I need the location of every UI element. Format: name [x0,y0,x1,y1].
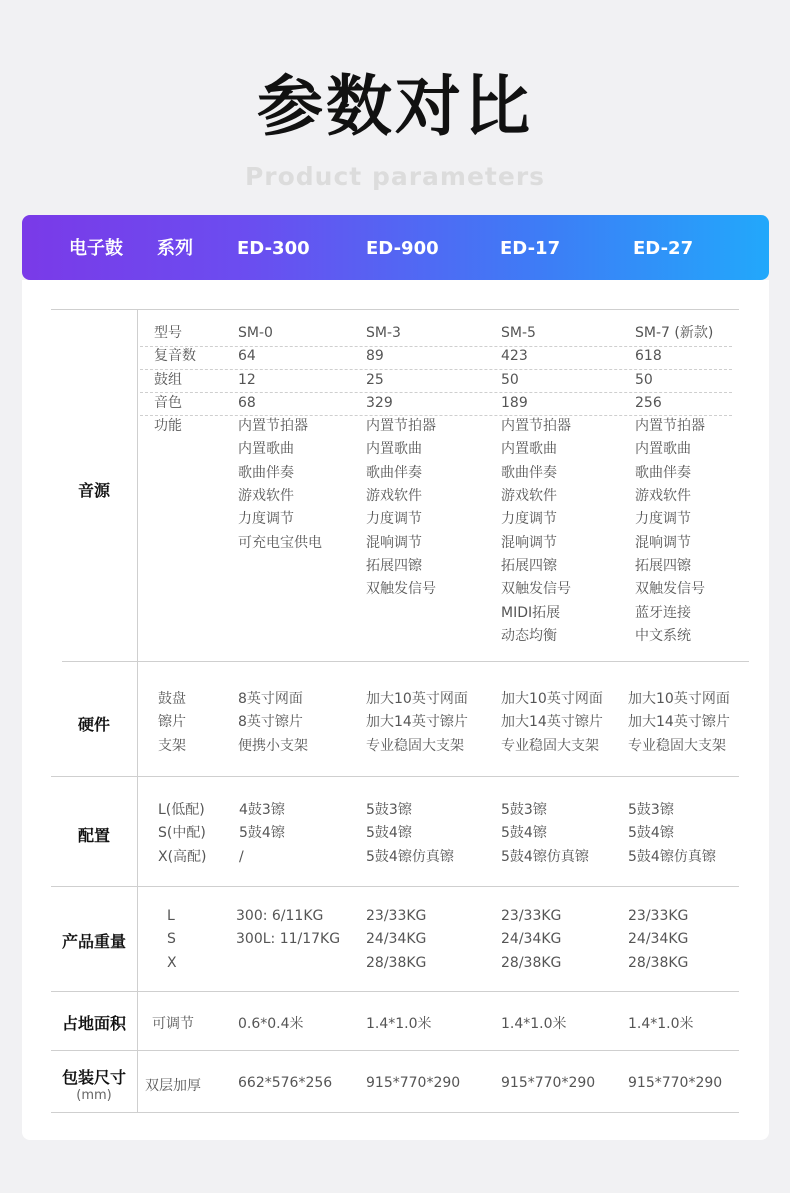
function-item: 双触发信号 [635,581,705,598]
label-weight-l: L [167,908,175,924]
function-item: 内置歌曲 [501,441,557,458]
hardware-ed300 [238,688,308,758]
spec-value: SM-0 [238,325,273,341]
function-item: 内置节拍器 [635,418,705,435]
config-value: 5鼓4镲仿真镲 [628,848,716,865]
function-item: 动态均衡 [501,627,557,644]
section-divider [62,661,749,662]
spec-value: SM-5 [501,325,536,341]
hardware-value: 8英寸镲片 [238,714,303,731]
function-item: 拓展四镲 [366,557,422,574]
hardware-value: 加大14英寸镲片 [501,714,603,731]
function-item: 混响调节 [501,534,557,551]
category-area: 占地面积 [61,1014,126,1033]
spec-value: SM-3 [366,325,401,341]
spec-value: 68 [238,394,256,411]
table-bottom-border [51,1112,739,1113]
weight-value: 24/34KG [628,931,689,948]
area-ed300: 0.6*0.4米 [238,1016,304,1032]
hardware-value: 加大14英寸镲片 [366,714,468,731]
config-value: 5鼓4镲仿真镲 [501,848,589,865]
config-value: 5鼓3镲 [628,802,674,818]
page-title: 参数对比 [257,68,533,145]
label-adjustable: 可调节 [152,1016,194,1032]
config-ed17 [501,799,589,869]
package-ed300: 662*576*256 [238,1075,333,1091]
function-item: 双触发信号 [501,581,571,598]
label-config-low: L(低配) [158,802,205,818]
config-value: 5鼓3镲 [501,802,547,818]
header-bar [22,215,769,280]
config-ed27 [628,799,716,869]
spec-value: 618 [635,348,662,365]
spec-value: 189 [501,394,528,411]
source-specs-ed27 [635,322,713,648]
label-weight-x: X [167,954,177,971]
function-item: 拓展四镲 [501,557,557,574]
label-config-mid: S(中配) [158,825,206,842]
weight-value: 24/34KG [366,931,427,948]
source-specs-ed300 [238,322,322,555]
spec-value: 423 [501,348,528,365]
label-config-high: X(高配) [158,848,207,865]
spec-value: SM-7 (新款) [635,325,714,341]
weight-ed300 [236,905,340,952]
config-value: 5鼓4镲 [239,825,285,842]
weight-value: 28/38KG [628,954,689,971]
label-cymbal: 镲片 [158,714,186,731]
header-model-ed900: ED-900 [366,238,439,259]
function-item: 游戏软件 [635,488,691,505]
weight-ed27 [628,905,688,975]
function-item: 歌曲伴奏 [501,464,557,481]
config-value: 5鼓4镲仿真镲 [366,848,454,865]
config-value: / [239,848,244,865]
function-item: 游戏软件 [501,488,557,505]
label-drum-kits: 鼓组 [154,371,182,388]
function-item: 力度调节 [238,511,294,528]
weight-value: 23/33KG [366,908,427,924]
weight-value: 23/33KG [628,908,689,924]
hardware-value: 8英寸网面 [238,691,303,707]
label-model: 型号 [154,325,182,341]
function-item: 力度调节 [635,511,691,528]
function-item: 游戏软件 [366,488,422,505]
package-ed17: 915*770*290 [501,1075,596,1091]
hardware-value: 加大10英寸网面 [366,691,468,707]
category-source: 音源 [77,481,110,500]
section-divider [51,886,739,887]
section-divider [51,776,739,777]
config-value: 5鼓4镲 [628,825,674,842]
header-series: 系列 [157,238,193,259]
header-category: 电子鼓 [69,238,123,259]
header-model-ed17: ED-17 [500,238,561,259]
hardware-value: 加大10英寸网面 [501,691,603,707]
category-weight: 产品重量 [61,932,126,951]
function-item: 内置歌曲 [635,441,691,458]
category-package-label: 包装尺寸 [61,1068,126,1087]
function-item: 混响调节 [635,534,691,551]
package-ed27: 915*770*290 [628,1075,723,1091]
label-polyphony: 复音数 [154,348,196,365]
area-ed27: 1.4*1.0米 [628,1016,694,1032]
section-divider [51,1050,739,1051]
config-value: 4鼓3镲 [239,802,285,818]
category-config: 配置 [77,826,110,845]
label-weight-s: S [167,931,176,948]
label-functions: 功能 [154,418,182,435]
hardware-value: 专业稳固大支架 [628,737,726,754]
spec-value: 50 [635,371,653,388]
area-ed900: 1.4*1.0米 [366,1016,432,1032]
source-labels [154,322,196,438]
function-item: 中文系统 [635,627,691,644]
spec-value: 64 [238,348,256,365]
hardware-value: 加大14英寸镲片 [628,714,730,731]
function-item: 力度调节 [366,511,422,528]
function-item: 歌曲伴奏 [238,464,294,481]
area-ed17: 1.4*1.0米 [501,1016,567,1032]
hardware-value: 专业稳固大支架 [501,737,599,754]
config-value: 5鼓3镲 [366,802,412,818]
page-subtitle: Product parameters [244,162,546,191]
spec-value: 89 [366,348,384,365]
weight-ed900 [366,905,426,975]
hardware-labels [158,688,186,758]
function-item: 双触发信号 [366,581,436,598]
hardware-value: 加大10英寸网面 [628,691,730,707]
config-value: 5鼓4镲 [501,825,547,842]
function-item: 歌曲伴奏 [635,464,691,481]
spec-value: 12 [238,371,256,388]
function-item: 游戏软件 [238,488,294,505]
function-item: 内置歌曲 [366,441,422,458]
source-specs-ed900 [366,322,436,602]
config-ed900 [366,799,454,869]
label-double-layer: 双层加厚 [145,1078,201,1094]
function-item: 内置歌曲 [238,441,294,458]
spec-value: 329 [366,394,393,411]
hardware-value: 便携小支架 [238,737,308,754]
function-item: 歌曲伴奏 [366,464,422,481]
function-item: 蓝牙连接 [635,604,691,621]
category-package-unit: (mm) [76,1088,112,1103]
hardware-ed17 [501,688,603,758]
category-package [51,1068,137,1106]
spec-value: 25 [366,371,384,388]
weight-value: 28/38KG [366,954,427,971]
function-item: 可充电宝供电 [238,534,322,551]
function-item: 混响调节 [366,534,422,551]
hardware-ed27 [628,688,730,758]
source-specs-ed17 [501,322,571,648]
label-stand: 支架 [158,737,186,754]
header-model-ed300: ED-300 [237,238,310,259]
function-item: MIDI拓展 [501,604,561,621]
config-labels [158,799,207,869]
function-item: 内置节拍器 [238,418,308,435]
section-divider [51,991,739,992]
function-item: 内置节拍器 [366,418,436,435]
category-hardware: 硬件 [77,715,110,734]
function-item: 力度调节 [501,511,557,528]
hardware-value: 专业稳固大支架 [366,737,464,754]
weight-labels [167,905,177,975]
weight-value: 300: 6/11KG [236,908,324,924]
weight-value: 300L: 11/17KG [236,931,341,948]
spec-value: 256 [635,394,662,411]
label-voices: 音色 [154,394,182,411]
function-item: 拓展四镲 [635,557,691,574]
spec-value: 50 [501,371,519,388]
config-ed300 [239,799,285,869]
table-top-border [51,309,739,310]
weight-value: 24/34KG [501,931,562,948]
weight-value: 28/38KG [501,954,562,971]
label-drum-pad: 鼓盘 [158,691,186,707]
weight-value: 23/33KG [501,908,562,924]
weight-ed17 [501,905,561,975]
header-model-ed27: ED-27 [633,238,694,259]
hardware-ed900 [366,688,468,758]
package-ed900: 915*770*290 [366,1075,461,1091]
config-value: 5鼓4镲 [366,825,412,842]
function-item: 内置节拍器 [501,418,571,435]
